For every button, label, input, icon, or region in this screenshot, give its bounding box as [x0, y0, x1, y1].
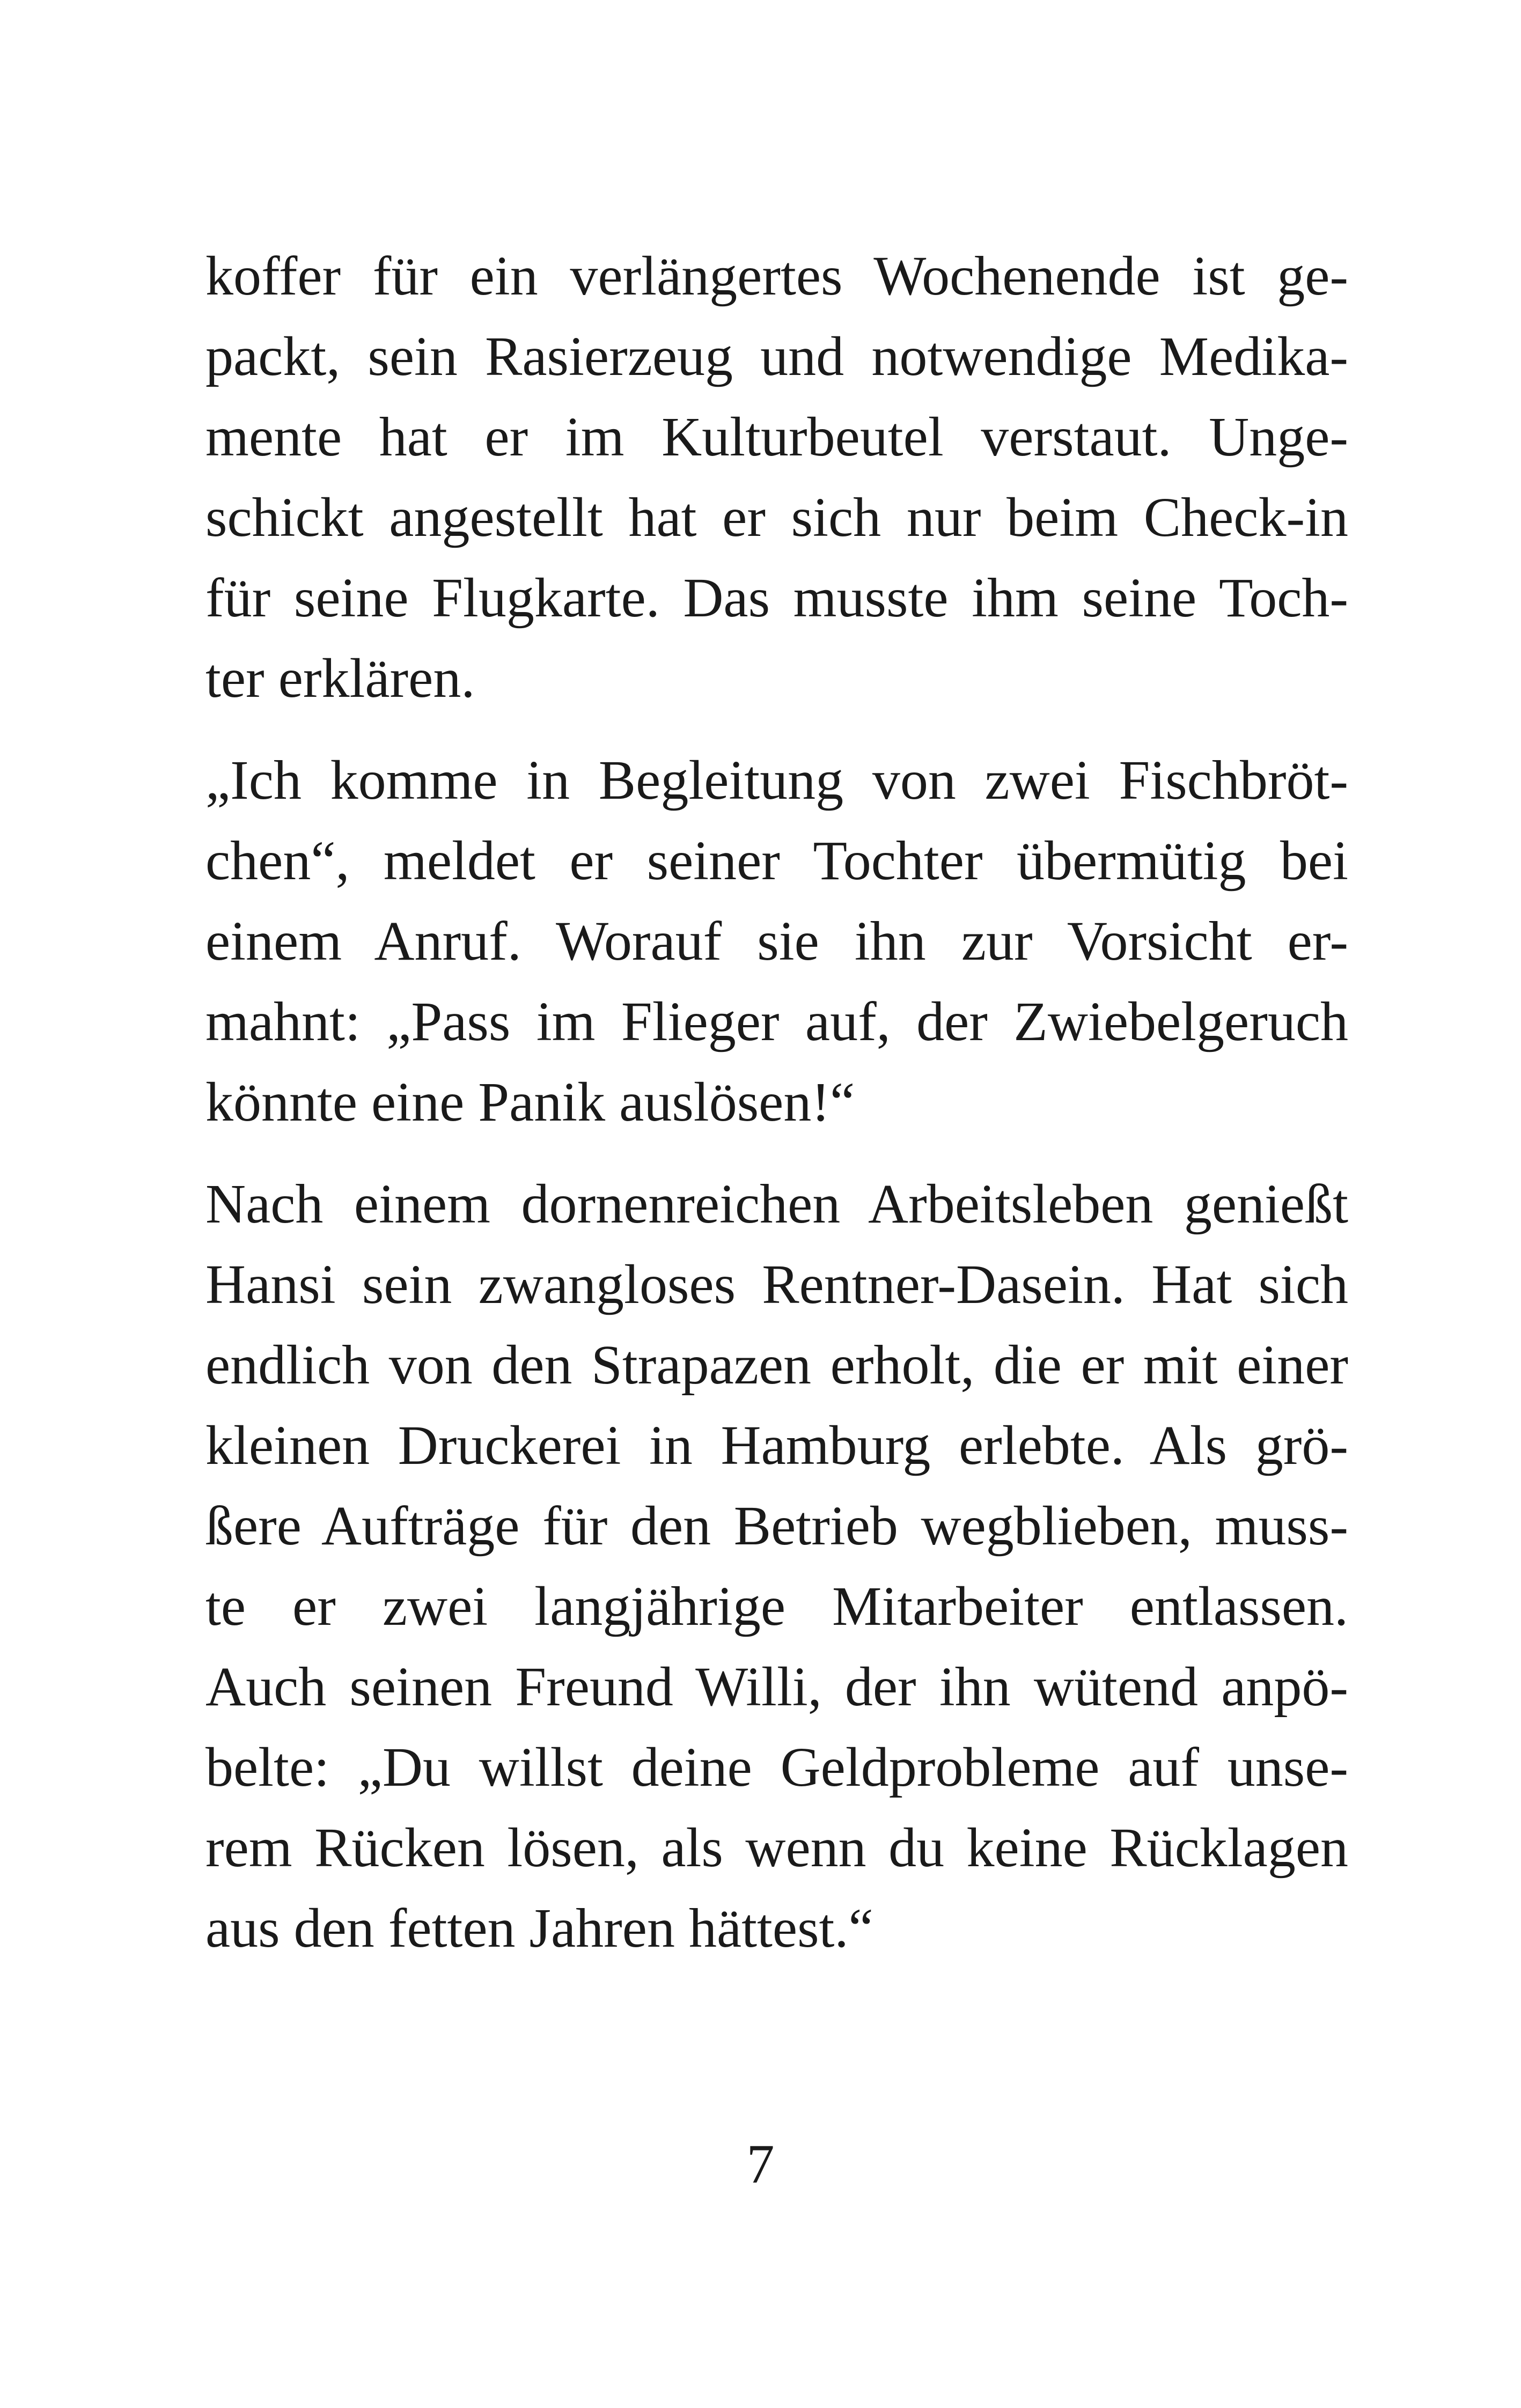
paragraph-3: [205, 1164, 1348, 1969]
text-line: koffer für ein verlängertes Wochenende ist ge-: [205, 245, 1348, 307]
paragraph-2: [205, 740, 1348, 1143]
text-line: ßere Aufträge für den Betrieb wegblieben, muss-: [205, 1495, 1348, 1557]
text-line: schickt angestellt hat er sich nur beim Check-in: [205, 487, 1348, 548]
text-line: packt, sein Rasierzeug und notwendige Medika-: [205, 326, 1348, 387]
text-line: Hansi sein zwangloses Rentner-Dasein. Hat sich: [205, 1254, 1348, 1315]
text-line: endlich von den Strapazen erholt, die er mit einer: [205, 1334, 1348, 1396]
text-line: ter erklären.: [205, 647, 475, 709]
text-line: aus den fetten Jahren hättest.“: [205, 1897, 873, 1959]
body-text: [205, 236, 1348, 1969]
text-line: einem Anruf. Worauf sie ihn zur Vorsicht er-: [205, 910, 1348, 972]
text-line: te er zwei langjährige Mitarbeiter entlassen.: [205, 1575, 1348, 1637]
text-line: kleinen Druckerei in Hamburg erlebte. Als grö-: [205, 1415, 1348, 1476]
text-line: mente hat er im Kulturbeutel verstaut. Unge-: [205, 406, 1348, 468]
text-line: Auch seinen Freund Willi, der ihn wütend anpö-: [205, 1656, 1348, 1718]
text-line: für seine Flugkarte. Das musste ihm seine Toch-: [205, 567, 1348, 629]
text-line: könnte eine Panik auslösen!“: [205, 1071, 855, 1133]
text-line: Nach einem dornenreichen Arbeitsleben genießt: [205, 1173, 1348, 1235]
text-line: chen“, meldet er seiner Tochter übermütig bei: [205, 830, 1348, 892]
text-line: „Ich komme in Begleitung von zwei Fischbröt-: [205, 749, 1348, 811]
text-line: belte: „Du willst deine Geldprobleme auf unse-: [205, 1736, 1348, 1798]
paragraph-1: [205, 236, 1348, 719]
text-line: mahnt: „Pass im Flieger auf, der Zwiebelgeruch: [205, 991, 1348, 1052]
page-number: 7: [746, 2133, 775, 2195]
text-line: rem Rücken lösen, als wenn du keine Rücklagen: [205, 1817, 1348, 1879]
